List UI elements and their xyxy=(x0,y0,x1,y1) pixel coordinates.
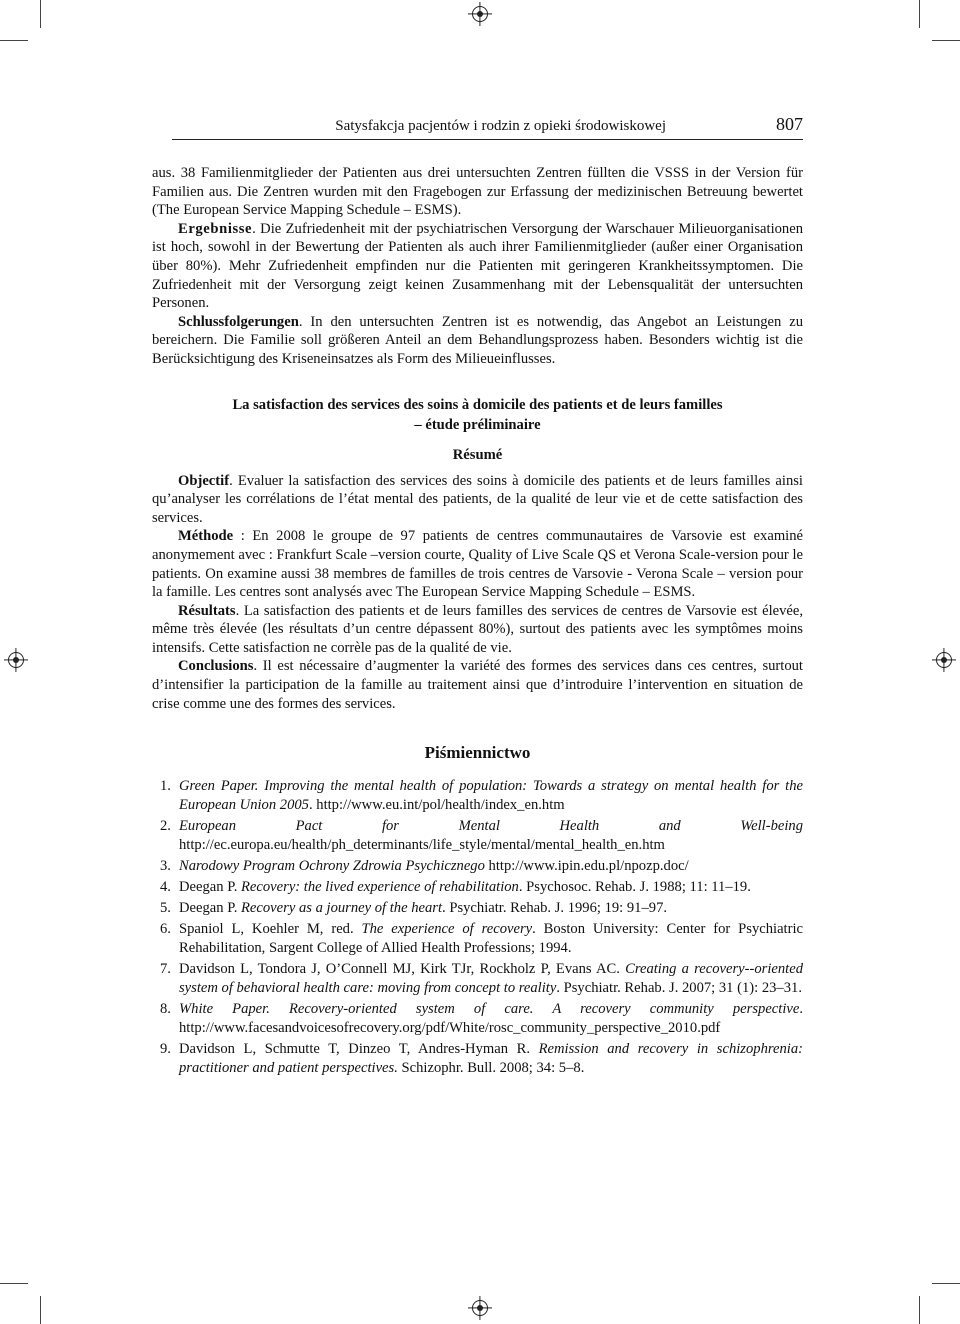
reference-item: 6. Spaniol L, Koehler M, red. The experience of recovery. Boston University: Center for Psychiatric Rehabilitation, Sargent College of Allied Health Professions; 1994. xyxy=(160,921,803,957)
registration-mark-icon xyxy=(8,652,24,668)
conclusions-text: . In den untersuchten Zentren ist es notwendig, das Angebot an Leistungen zu bereichern. Die Familie soll größeren Anteil an dem Behandlungsprozess haben. Besonders wichtig ist die Berücksichtigung des Kriseneinsatzes als Form des Milieueinflusses. xyxy=(152,313,803,367)
page-body xyxy=(152,114,803,1080)
reference-number: 3. xyxy=(160,858,171,875)
reference-link[interactable]: http://ec.europa.eu/health/ph_determinants/life_style/mental/mental_health_en.htm xyxy=(179,837,665,854)
reference-title: Green Paper. Improving the mental health of population: Towards a strategy on mental health for the European Union 2005 xyxy=(179,778,803,814)
reference-link[interactable]: http://www.ipin.edu.pl/npozp.doc/ xyxy=(484,858,689,875)
reference-item: 5. Deegan P. Recovery as a journey of the heart. Psychiatr. Rehab. J. 1996; 19: 91–97. xyxy=(160,900,668,917)
crop-mark xyxy=(932,40,960,41)
reference-item xyxy=(152,777,803,815)
crop-mark xyxy=(932,1283,960,1284)
crop-mark xyxy=(0,40,28,41)
method-text: : En 2008 le groupe de 97 patients de centres communautaires de Varsovie est examiné anonymement avec : Frankfurt Scale –version courte, Quality of Live Scale QS et Verona Scale-version pour le patients. On examine aussi 38 membres de familles de trois centres de Varsovie - Verona Scale – version pour la famille. Les centres sont analysés avec The European Service Mapping Schedule – ESMS. xyxy=(152,528,803,601)
resume-heading: Résumé xyxy=(452,446,503,463)
reference-title: Recovery as a journey of the heart xyxy=(241,900,443,917)
method-label: Méthode xyxy=(178,528,234,545)
french-conclusions-paragraph xyxy=(152,657,803,713)
objective-label: Objectif xyxy=(178,472,230,489)
objective-text: . Evaluer la satisfaction des services des soins à domicile des patients et de leurs familles ainsi qu’analyser les corrélations de l’état mental des patients, de la qualité de leur vie et de cette satisfaction des services. xyxy=(152,472,803,526)
reference-title: The experience of recovery xyxy=(361,921,533,938)
registration-mark-icon xyxy=(936,652,952,668)
reference-number: 5. xyxy=(160,900,171,917)
reference-item: 4. Deegan P. Recovery: the lived experience of rehabilitation. Psychosoc. Rehab. J. 1988; 11: 11–19. xyxy=(160,879,751,896)
reference-item xyxy=(152,857,803,876)
french-title-line2: – étude préliminaire xyxy=(414,416,541,433)
french-method-paragraph xyxy=(152,527,803,601)
crop-mark xyxy=(919,0,920,28)
reference-number: 6. xyxy=(160,921,171,938)
german-results-paragraph xyxy=(152,220,803,313)
french-objective-paragraph xyxy=(152,472,803,528)
results-label: Ergebnisse xyxy=(178,220,253,237)
resultats-label: Résultats xyxy=(178,602,236,619)
reference-item: 7. Davidson L, Tondora J, O’Connell MJ, Kirk TJr, Rockholz P, Evans AC. Creating a recovery--oriented system of behavioral health care: moving from concept to reality. Psychiatr. Rehab. J. 2007; 31 (1): 23–31. xyxy=(160,961,803,997)
reference-link[interactable]: . http://www.facesandvoicesofrecovery.org/pdf/White/rosc_community_perspective_2010.pdf xyxy=(179,1001,803,1037)
crop-mark xyxy=(919,1296,920,1324)
conclusions-fr-label: Conclusions xyxy=(178,658,254,675)
reference-link[interactable]: . http://www.eu.int/pol/health/index_en.htm xyxy=(308,797,565,814)
registration-mark-icon xyxy=(472,6,488,22)
reference-number: 7. xyxy=(160,961,171,978)
resultats-text: . La satisfaction des patients et de leurs familles des services de centres de Varsovie est élevée, même très élevée (les résultats d’un centre dépassent 80%), surtout des patients avec les symptômes moins intensifs. Cette satisfaction ne corrèle pas de la qualité de vie. xyxy=(152,602,803,656)
reference-number: 9. xyxy=(160,1041,171,1058)
reference-number: 2. xyxy=(160,818,171,835)
reference-number: 4. xyxy=(160,879,171,896)
reference-title: Creating a recovery--oriented system of behavioral health care: moving from concept to reality xyxy=(179,961,803,997)
reference-title: White Paper. Recovery-oriented system of care. A recovery community perspective xyxy=(179,1001,800,1018)
crop-mark xyxy=(0,1283,28,1284)
results-text: . Die Zufriedenheit mit der psychiatrischen Versorgung der Warschauer Milieuorganisationen ist hoch, sowohl in der Bewertung der Patienten als auch ihrer Familienmitglieder (außer einer Organisation über 80%). Mehr Zufriedenheit empfinden nur die Patienten mit geringeren Krankheitssymptomen. Die Zufriedenheit mit der Versorgung zeigt keinen Zusammenhang mit der Lebensqualität der untersuchten Personen. xyxy=(152,220,803,312)
crop-mark xyxy=(40,0,41,28)
french-title xyxy=(152,395,803,435)
page-number: 807 xyxy=(776,114,803,134)
reference-title: Recovery: the lived experience of rehabilitation xyxy=(241,879,519,896)
reference-number: 1. xyxy=(160,778,171,795)
reference-title: Remission and recovery in schizophrenia: practitioner and patient perspectives. xyxy=(179,1041,803,1077)
conclusions-label: Schlussfolgerungen xyxy=(178,313,299,330)
registration-mark-icon xyxy=(472,1300,488,1316)
running-header xyxy=(172,114,803,140)
references-heading: Piśmiennictwo xyxy=(424,743,531,763)
french-results-paragraph xyxy=(152,602,803,658)
german-methods-paragraph: aus. 38 Familienmitglieder der Patienten aus drei untersuchten Zentren füllten die VSSS in der Version für Familien aus. Die Zentren wurden mit den Fragebogen zur Erfassung der medizinischen Betreuung bewertet (The European Service Mapping Schedule – ESMS). xyxy=(152,165,803,219)
crop-mark xyxy=(40,1296,41,1324)
reference-title: European Pact for Mental Health and Well-being xyxy=(179,818,803,835)
reference-item xyxy=(152,1000,803,1038)
reference-item: 9. Davidson L, Schmutte T, Dinzeo T, Andres-Hyman R. Remission and recovery in schizophrenia: practitioner and patient perspectives. Schizophr. Bull. 2008; 34: 5–8. xyxy=(160,1041,803,1077)
reference-number: 8. xyxy=(160,1001,171,1018)
conclusions-fr-text: . Il est nécessaire d’augmenter la variété des formes des services dans ces centres, surtout d’intensifier la participation de la famille au traitement ainsi que d’introduire l’intervention en situation de crise comme une des formes des services. xyxy=(152,658,803,712)
german-conclusions-paragraph xyxy=(152,313,803,369)
reference-title: Narodowy Program Ochrony Zdrowia Psychicznego xyxy=(179,858,485,875)
reference-item xyxy=(152,817,803,855)
running-title: Satysfakcja pacjentów i rodzin z opieki środowiskowej xyxy=(335,118,666,134)
french-title-line1: La satisfaction des services des soins à domicile des patients et de leurs familles xyxy=(232,396,723,413)
references-list xyxy=(152,777,803,1078)
